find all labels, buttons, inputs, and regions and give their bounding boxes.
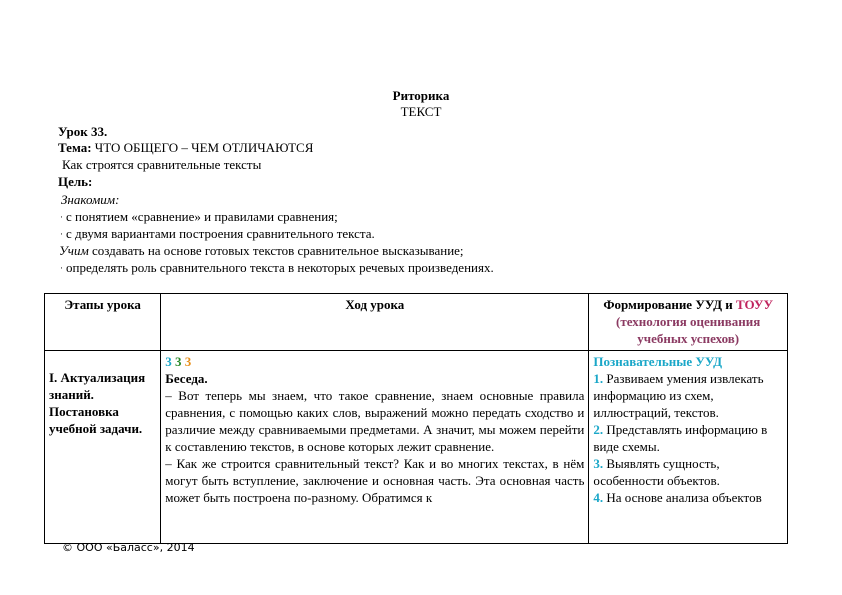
teach-line [59, 243, 464, 259]
bullet-icon: · [60, 229, 63, 239]
uud-cell [589, 351, 788, 544]
topic-subtitle: Как строятся сравнительные тексты [62, 157, 262, 172]
conversation-label: Беседа. [165, 371, 208, 386]
header-touu-description: (технология оценивания учебных успехов) [616, 314, 761, 346]
uud-item: 4. На основе анализа объектов [593, 490, 762, 505]
teach-item: · определять роль сравнительного текста в некоторых речевых произведениях. [60, 260, 494, 275]
rating-marks: 3 3 3 [165, 354, 192, 369]
teach-label: Учим [59, 243, 89, 258]
know-label: Знакомим: [61, 192, 120, 207]
document-title: ТЕКСТ [400, 104, 442, 119]
lesson-flow-cell [161, 351, 589, 544]
table-row [45, 351, 788, 544]
header-uud: Формирование УУД и ТОУУ (технология оценивания учебных успехов) [589, 294, 788, 351]
table-header-row [45, 294, 788, 351]
lesson-number: Урок 33. [58, 124, 108, 139]
uud-item: 2. Представлять информацию в виде схемы. [593, 422, 768, 454]
topic-line [58, 140, 313, 156]
teach-text: создавать на основе готовых текстов сравнительное высказывание; [92, 243, 464, 258]
uud-item: 3. Выявлять сущность, особенности объектов. [593, 456, 720, 488]
copyright-footer: © ООО «Баласс», 2014 [62, 541, 195, 554]
know-item: · с понятием «сравнение» и правилами сравнения; [60, 209, 338, 224]
paragraph: – Вот теперь мы знаем, что такое сравнение, знаем основные правила сравнения, с помощью каких слов, выражений можно передать сходство и различие между сравниваемыми предметами. А значит, мы можем перейти к составлению текстов, в основе которых лежит сравнение. [165, 388, 585, 454]
topic-value: ЧТО ОБЩЕГО – ЧЕМ ОТЛИЧАЮТСЯ [94, 140, 314, 155]
uud-title: Познавательные УУД [593, 354, 723, 369]
header-lesson-flow: Ход урока [161, 294, 589, 351]
bullet-icon: · [60, 212, 63, 222]
header-stages: Этапы урока [45, 294, 161, 351]
stage-text: I. Актуализация знаний. Постановка учебной задачи. [49, 370, 146, 436]
uud-item: 1. Развиваем умения извлекать информацию из схем, иллюстраций, текстов. [593, 371, 764, 420]
bullet-icon: · [60, 263, 63, 273]
lesson-table [44, 293, 788, 544]
topic-label: Тема: [58, 140, 92, 155]
goal-label: Цель: [58, 174, 93, 189]
stage-cell [45, 351, 161, 544]
know-item: · с двумя вариантами построения сравнительного текста. [60, 226, 375, 241]
paragraph: – Как же строится сравнительный текст? Как и во многих текстах, в нём могут быть вступление, заключение и основная часть. Эта основная часть может быть построена по-разному. Обратимся к [165, 456, 585, 505]
subject-title: Риторика [392, 88, 450, 103]
